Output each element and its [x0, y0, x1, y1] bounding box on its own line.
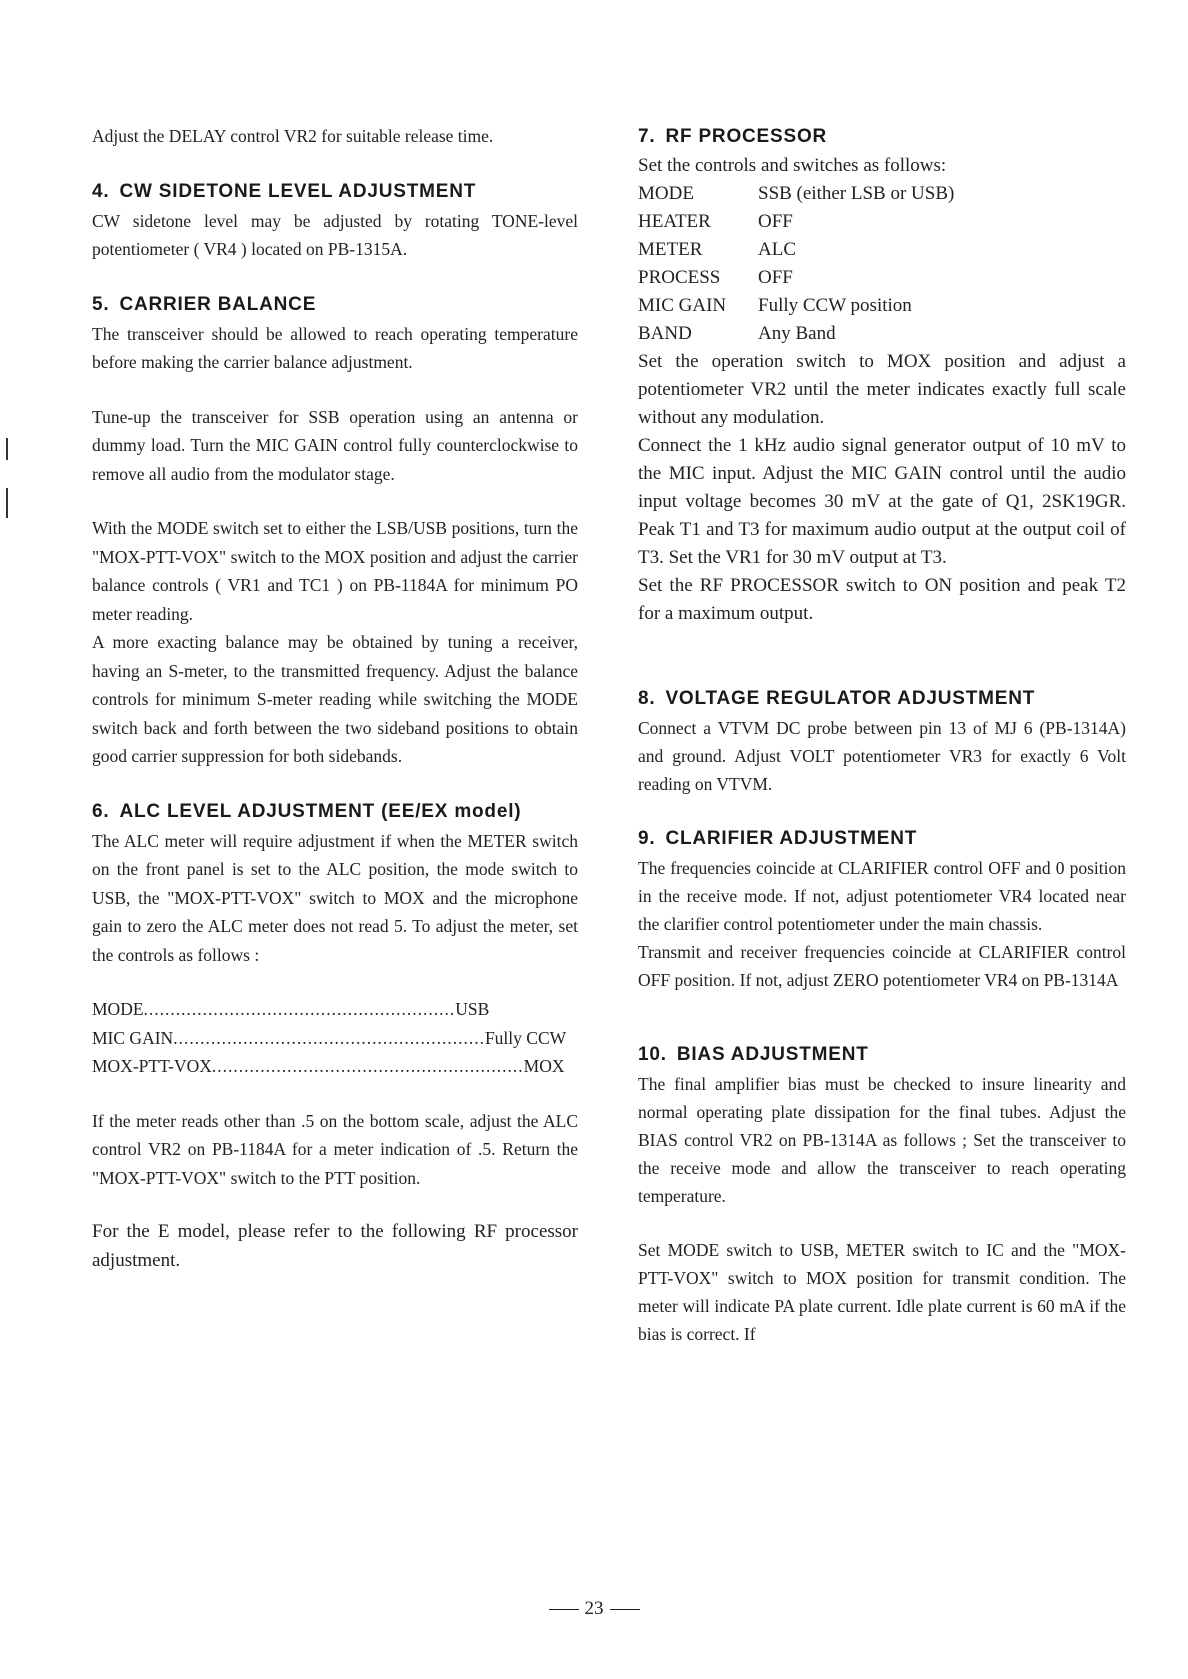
- section-5-paragraph: The transceiver should be allowed to reach operating temperature before making the carrier balance adjustment.: [92, 323, 578, 372]
- page-number-rule: [610, 1609, 640, 1610]
- section-7-paragraph: Set the operation switch to MOX position and adjust a potentiometer VR2 until the meter indicates exactly full scale without any modulation.: [638, 351, 1126, 428]
- page-number-value: 23: [584, 1598, 604, 1619]
- right-column: [638, 122, 1126, 1348]
- setting-row: PROCESS OFF: [638, 267, 793, 288]
- setting-row: METER ALC: [638, 239, 796, 260]
- rf-settings-list: [638, 180, 1126, 348]
- section-5-paragraph: A more exacting balance may be obtained by tuning a receiver, having an S-meter, to the transmitted frequency. Adjust the balance controls for minimum S-meter reading while switching the MODE switch back and forth between the two sideband positions to obtain good carrier suppression for both sidebands.: [92, 632, 578, 766]
- section-title: CLARIFIER ADJUSTMENT: [665, 828, 918, 849]
- page-number-rule: [549, 1609, 579, 1610]
- section-number: 8.: [638, 688, 656, 709]
- section-9-paragraph: Transmit and receiver frequencies coincide at CLARIFIER control OFF position. If not, adjust ZERO potentiometer VR4 on PB-1314A: [638, 942, 1126, 990]
- section-number: 5.: [92, 293, 110, 315]
- section-number: 7.: [638, 126, 656, 147]
- section-7-heading: [638, 122, 1126, 152]
- section-title: BIAS ADJUSTMENT: [676, 1044, 869, 1065]
- section-5-paragraph: With the MODE switch set to either the LSB/USB positions, turn the "MOX-PTT-VOX" switch to the MOX position and adjust the carrier balance controls ( VR1 and TC1 ) on PB-1184A for minimum PO meter reading.: [92, 518, 578, 624]
- section-5-paragraph: Tune-up the transceiver for SSB operation using an antenna or dummy load. Turn the MIC GAIN control fully counterclockwise to remove all audio from the modulator stage.: [92, 406, 578, 484]
- section-9-heading: [638, 824, 1126, 854]
- setting-row: MODE .......................................................... USB: [92, 999, 490, 1019]
- margin-mark: [6, 488, 8, 518]
- setting-row: BAND Any Band: [638, 323, 836, 344]
- section-title: RF PROCESSOR: [665, 126, 828, 147]
- margin-mark: [6, 438, 8, 460]
- section-4-heading: [92, 177, 578, 207]
- left-column: [92, 122, 578, 1275]
- section-4-paragraph: CW sidetone level may be adjusted by rotating TONE-level potentiometer ( VR4 ) located on PB-1315A.: [92, 210, 578, 259]
- section-6-paragraph: For the E model, please refer to the following RF processor adjustment.: [92, 1221, 578, 1271]
- page-number: [0, 1598, 1188, 1620]
- section-8-paragraph: Connect a VTVM DC probe between pin 13 of MJ 6 (PB-1314A) and ground. Adjust VOLT potentiometer VR3 for exactly 6 Volt reading on VTVM.: [638, 718, 1126, 794]
- setting-row: MIC GAIN .......................................................... Fully CCW: [92, 1027, 567, 1048]
- section-7-paragraph: Set the RF PROCESSOR switch to ON position and peak T2 for a maximum output.: [638, 575, 1126, 624]
- section-number: 6.: [92, 800, 110, 822]
- section-number: 4.: [92, 180, 110, 202]
- section-number: 9.: [638, 828, 656, 849]
- setting-row: MOX-PTT-VOX .......................................................... MOX: [92, 1056, 565, 1076]
- section-8-heading: [638, 684, 1126, 714]
- section-number: 10.: [638, 1044, 667, 1065]
- section-title: VOLTAGE REGULATOR ADJUSTMENT: [665, 688, 1036, 709]
- section-10-paragraph: Set MODE switch to USB, METER switch to IC and the "MOX-PTT-VOX" switch to MOX position for transmit condition. The meter will indicate PA plate current. Idle plate current is 60 mA if the bias is correct. If: [638, 1240, 1126, 1344]
- setting-row: MODE SSB (either LSB or USB): [638, 183, 955, 204]
- section-5-heading: [92, 290, 578, 320]
- section-title: CW SIDETONE LEVEL ADJUSTMENT: [119, 180, 477, 202]
- section-10-paragraph: The final amplifier bias must be checked to insure linearity and normal operating plate dissipation for the final tubes. Adjust the BIAS control VR2 on PB-1314A as follows ; Set the transceiver to the receive mode and allow the transceiver to reach operating temperature.: [638, 1074, 1126, 1206]
- alc-settings-list: [92, 995, 567, 1081]
- section-10-heading: [638, 1040, 1126, 1070]
- setting-row: HEATER OFF: [638, 211, 793, 232]
- section-6-paragraph: If the meter reads other than .5 on the bottom scale, adjust the ALC control VR2 on PB-1184A for a meter indication of .5. Return the "MOX-PTT-VOX" switch to the PTT position.: [92, 1110, 578, 1188]
- section-6-heading: [92, 797, 578, 827]
- section-9-paragraph: The frequencies coincide at CLARIFIER control OFF and 0 position in the receive mode. If not, adjust potentiometer VR4 located near the clarifier control potentiometer under the main chassis.: [638, 858, 1126, 934]
- section-7-paragraph: Set the controls and switches as follows:: [638, 155, 947, 176]
- section-7-paragraph: Connect the 1 kHz audio signal generator output of 10 mV to the MIC input. Adjust the MIC GAIN control until the audio input voltage becomes 30 mV at the gate of Q1, 2SK19GR. Peak T1 and T3 for maximum audio output at the output coil of T3. Set the VR1 for 30 mV output at T3.: [638, 435, 1126, 568]
- section-title: CARRIER BALANCE: [119, 293, 317, 315]
- setting-row: MIC GAIN Fully CCW position: [638, 295, 912, 316]
- section-6-paragraph: The ALC meter will require adjustment if when the METER switch on the front panel is set to the ALC position, the mode switch to USB, the "MOX-PTT-VOX" switch to MOX and the microphone gain to zero the ALC meter does not read 5. To adjust the meter, set the controls as follows :: [92, 830, 578, 965]
- section-title: ALC LEVEL ADJUSTMENT (EE/EX model): [119, 800, 522, 822]
- intro-paragraph: Adjust the DELAY control VR2 for suitable release time.: [92, 126, 494, 146]
